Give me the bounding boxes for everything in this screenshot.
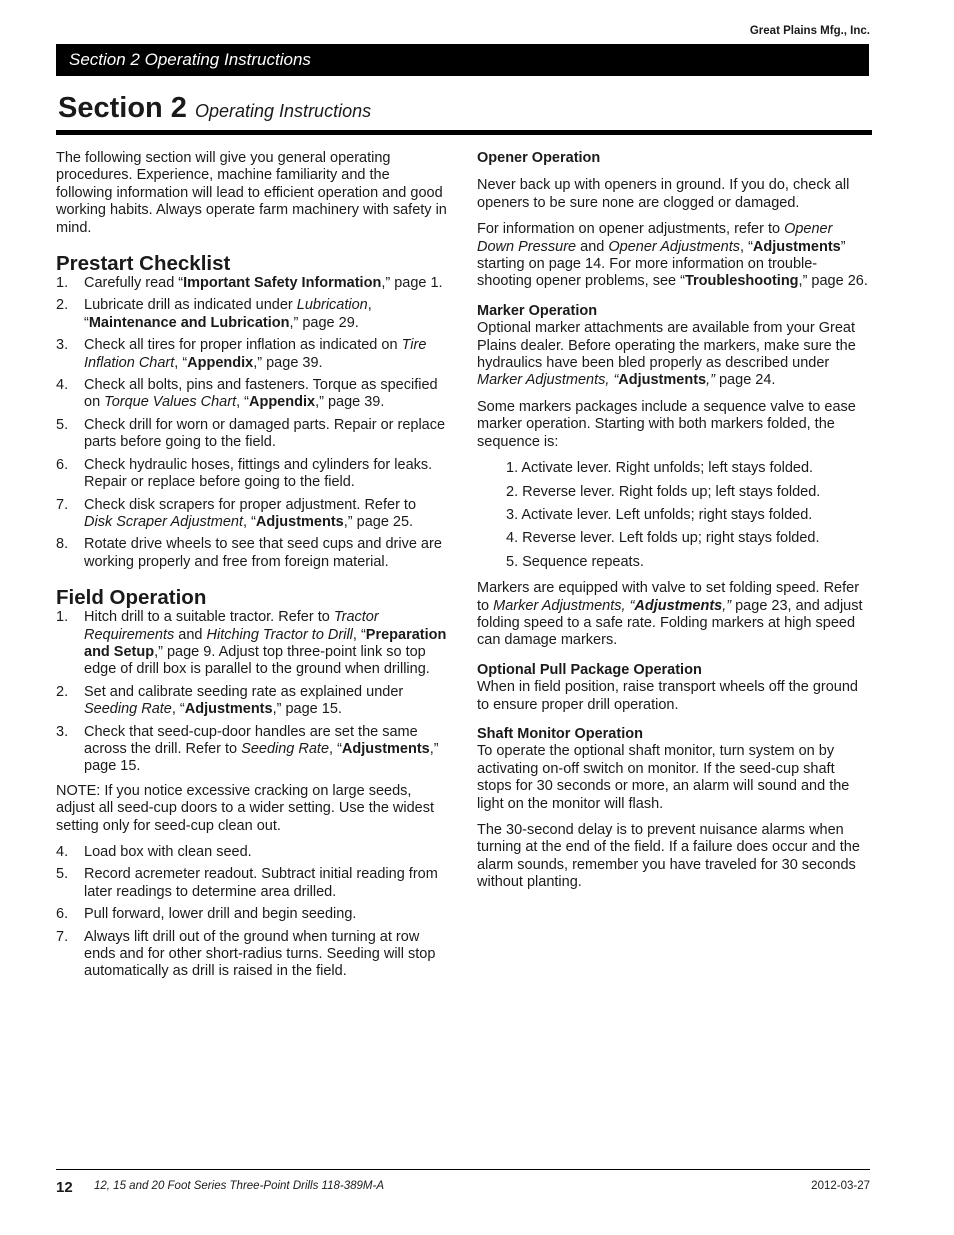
list-item [56, 929, 448, 981]
opener-paragraph-1: Never back up with openers in ground. If you do, check all openers to be sure none are clogged or damaged. [477, 177, 850, 211]
field-list-b [56, 844, 448, 981]
field-heading: Field Operation [56, 586, 207, 610]
list-number: 4. [56, 844, 69, 860]
company-name: Great Plains Mfg., Inc. [749, 25, 870, 37]
right-column [477, 150, 871, 901]
list-text: Pull forward, lower drill and begin seeding. [84, 906, 357, 923]
list-item: 5. Check drill for worn or damaged parts. Repair or replace parts before going to the field. [56, 416, 446, 451]
shaft-monitor-paragraph-2: The 30-second delay is to prevent nuisance alarms when turning at the end of the field. If a failure does occur and the alarm sounds, remember you have traveled for 30 seconds without planting. [477, 822, 860, 891]
list-item: 7. Check disk scrapers for proper adjustment. Refer to Disk Scraper Adjustment, “Adjustments,” page 25. [56, 496, 417, 530]
list-item: 1. Carefully read “Important Safety Information,” page 1. [56, 275, 443, 292]
list-item: 2. Set and calibrate seeding rate as explained under Seeding Rate, “Adjustments,” page 15. [56, 683, 404, 718]
list-item: 8. Rotate drive wheels to see that seed cups and drive are working properly and free from foreign material. [56, 536, 442, 570]
shaft-monitor-paragraph-1: To operate the optional shaft monitor, turn system on by activating on-off switch on monitor. If the seed-cup shaft stops for 30 seconds or more, an alarm will sound and the light on the monitor will flash. [477, 743, 850, 812]
list-number: 5. [56, 866, 69, 883]
footer-rule [56, 1169, 870, 1170]
note-paragraph: NOTE: If you notice excessive cracking on large seeds, adjust all seed-cup doors to a wider setting. Use the widest setting only for seed-cup clean out. [56, 782, 435, 834]
prestart-heading: Prestart Checklist [56, 252, 231, 276]
sequence-step: 4. Reverse lever. Left folds up; right stays folded. [506, 530, 820, 547]
marker-paragraph-2: Some markers packages include a sequence valve to ease marker operation. Starting with both markers folded, the sequence is: [477, 398, 856, 450]
marker-heading: Marker Operation [477, 302, 598, 319]
list-item: 4. Check all bolts, pins and fasteners. Torque as specified on Torque Values Chart, “Appendix,” page 39. [56, 377, 438, 411]
pull-package-heading: Optional Pull Package Operation [477, 661, 702, 678]
title-rule [56, 130, 872, 135]
marker-paragraph-3: Markers are equipped with valve to set folding speed. Refer to Marker Adjustments, “Adjustments,” page 23, and adjust folding speed to a safe rate. Folding markers at high speed can damage markers. [477, 580, 863, 649]
page-number: 12 [56, 1179, 73, 1196]
page-title [58, 92, 371, 125]
title-sub: Operating Instructions [195, 101, 372, 121]
field-list-a [56, 609, 448, 776]
list-text: Always lift drill out of the ground when turning at row ends and for other short-radius turns. Seeding will stop automatically as drill is raised in the field. [84, 928, 436, 980]
title-main: Section 2 [58, 92, 187, 124]
list-item: 6. Check hydraulic hoses, fittings and cylinders for leaks. Repair or replace before going to the field. [56, 456, 433, 491]
section-banner: Section 2 Operating Instructions [56, 44, 869, 76]
document-title: 12, 15 and 20 Foot Series Three-Point Drills 118-389M-A [94, 1180, 384, 1192]
list-text: Load box with clean seed. [84, 844, 252, 860]
opener-heading: Opener Operation [477, 150, 601, 166]
list-item [56, 844, 448, 861]
opener-paragraph-2: For information on opener adjustments, refer to Opener Down Pressure and Opener Adjustments, “Adjustments” starting on page 14. For more information on trouble-shooting opener problems, see “Troubleshooting,” page 26. [477, 221, 868, 290]
list-item: 3. Check all tires for proper inflation as indicated on Tire Inflation Chart, “Appendix,” page 39. [56, 337, 427, 371]
list-item [56, 866, 448, 901]
list-text: Record acremeter readout. Subtract initial reading from later readings to determine area drilled. [84, 866, 438, 900]
list-item: 3. Check that seed-cup-door handles are set the same across the drill. Refer to Seeding Rate, “Adjustments,” page 15. [56, 723, 439, 775]
sequence-step: 1. Activate lever. Right unfolds; left stays folded. [506, 460, 814, 477]
document-date: 2012-03-27 [811, 1180, 870, 1192]
list-item: 2. Lubricate drill as indicated under Lubrication, “Maintenance and Lubrication,” page 29. [56, 297, 372, 331]
list-item [56, 906, 448, 923]
list-number: 7. [56, 928, 69, 945]
marker-paragraph-1: Optional marker attachments are available from your Great Plains dealer. Before operating the markers, make sure the hydraulics have been bled properly as described under Marker Adjustments, “Adjustments,” page 24. [477, 320, 856, 389]
list-item: 1. Hitch drill to a suitable tractor. Refer to Tractor Requirements and Hitching Tractor to Drill, “Preparation and Setup,” page 9. Adjust top three-point link so top edge of drill box is parallel to the ground when drilling. [56, 609, 447, 678]
sequence-list [477, 460, 871, 571]
shaft-monitor-heading: Shaft Monitor Operation [477, 725, 643, 742]
prestart-list [56, 275, 448, 571]
sequence-step: 3. Activate lever. Left unfolds; right stays folded. [506, 506, 813, 523]
sequence-step: 5. Sequence repeats. [506, 553, 644, 570]
pull-package-paragraph: When in field position, raise transport wheels off the ground to ensure proper drill operation. [477, 679, 858, 713]
list-number: 6. [56, 906, 69, 923]
left-column [56, 150, 448, 988]
sequence-step: 2. Reverse lever. Right folds up; left stays folded. [506, 483, 821, 500]
intro-paragraph: The following section will give you general operating procedures. Experience, machine familiarity and the following information will lead to efficient operation and good working habits. Always operate farm machinery with safety in mind. [56, 150, 447, 236]
